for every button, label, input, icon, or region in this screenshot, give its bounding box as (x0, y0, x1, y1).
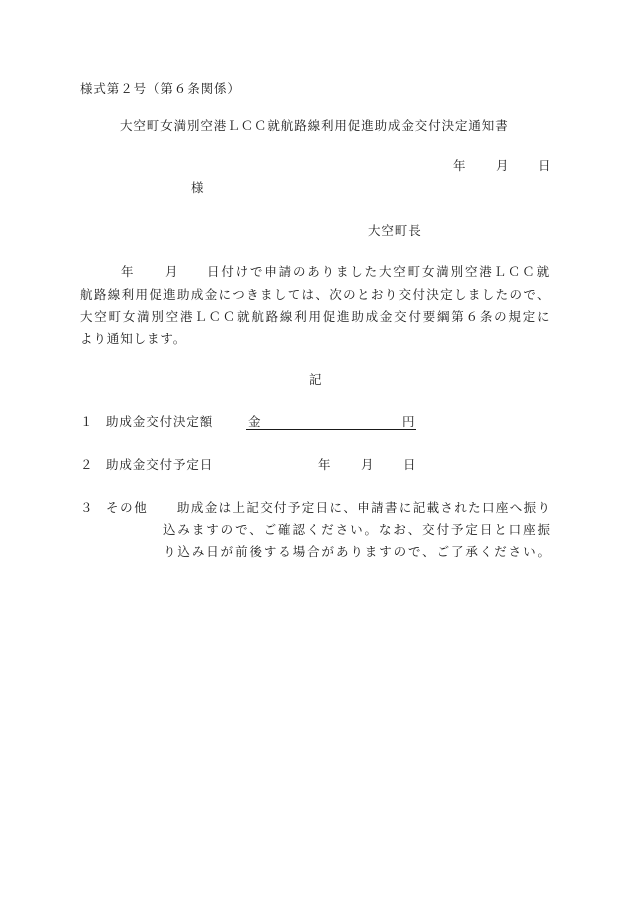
body-line-3: 大空町女満別空港ＬＣＣ就航路線利用促進助成金交付要綱第６条の規定に (80, 309, 550, 324)
addressee-suffix: 様 (191, 180, 204, 195)
item-3-number: ３ (80, 500, 93, 515)
body-line-2: 航路線利用促進助成金につきましては、次のとおり交付決定しましたので、 (80, 287, 550, 302)
body-line-4: より通知します。 (80, 331, 187, 346)
body-line-1: 日付けで申請のありました大空町女満別空港ＬＣＣ就 (207, 264, 550, 279)
item-2-label: 助成金交付予定日 (106, 457, 214, 472)
ki-heading: 記 (309, 372, 322, 387)
form-label: 様式第２号（第６条関係） (80, 81, 241, 96)
item-3-text-line-3: り込み日が前後する場合がありますので、ご了承ください。 (163, 544, 550, 559)
body-date-year: 年 (121, 264, 134, 279)
issuer-name: 大空町長 (368, 223, 422, 238)
item-3-label: その他 (106, 500, 149, 515)
amount-prefix: 金 (248, 414, 261, 429)
item-1-label: 助成金交付決定額 (106, 414, 214, 429)
amount-underline (246, 412, 416, 430)
body-date-month: 月 (165, 264, 178, 279)
scheduled-month-label: 月 (361, 457, 374, 472)
item-2-number: ２ (80, 457, 93, 472)
document-title: 大空町女満別空港ＬＣＣ就航路線利用促進助成金交付決定通知書 (120, 118, 509, 133)
scheduled-year-label: 年 (318, 457, 331, 472)
item-1-number: １ (80, 414, 93, 429)
date-month-label: 月 (496, 158, 509, 173)
item-3-text-line-2: 込みますので、ご確認ください。なお、交付予定日と口座振 (163, 522, 550, 537)
item-3-text-line-1: 助成金は上記交付予定日に、申請書に記載された口座へ振り (177, 500, 550, 515)
date-year-label: 年 (453, 158, 466, 173)
scheduled-day-label: 日 (403, 457, 416, 472)
date-day-label: 日 (538, 158, 551, 173)
amount-suffix: 円 (402, 414, 415, 429)
